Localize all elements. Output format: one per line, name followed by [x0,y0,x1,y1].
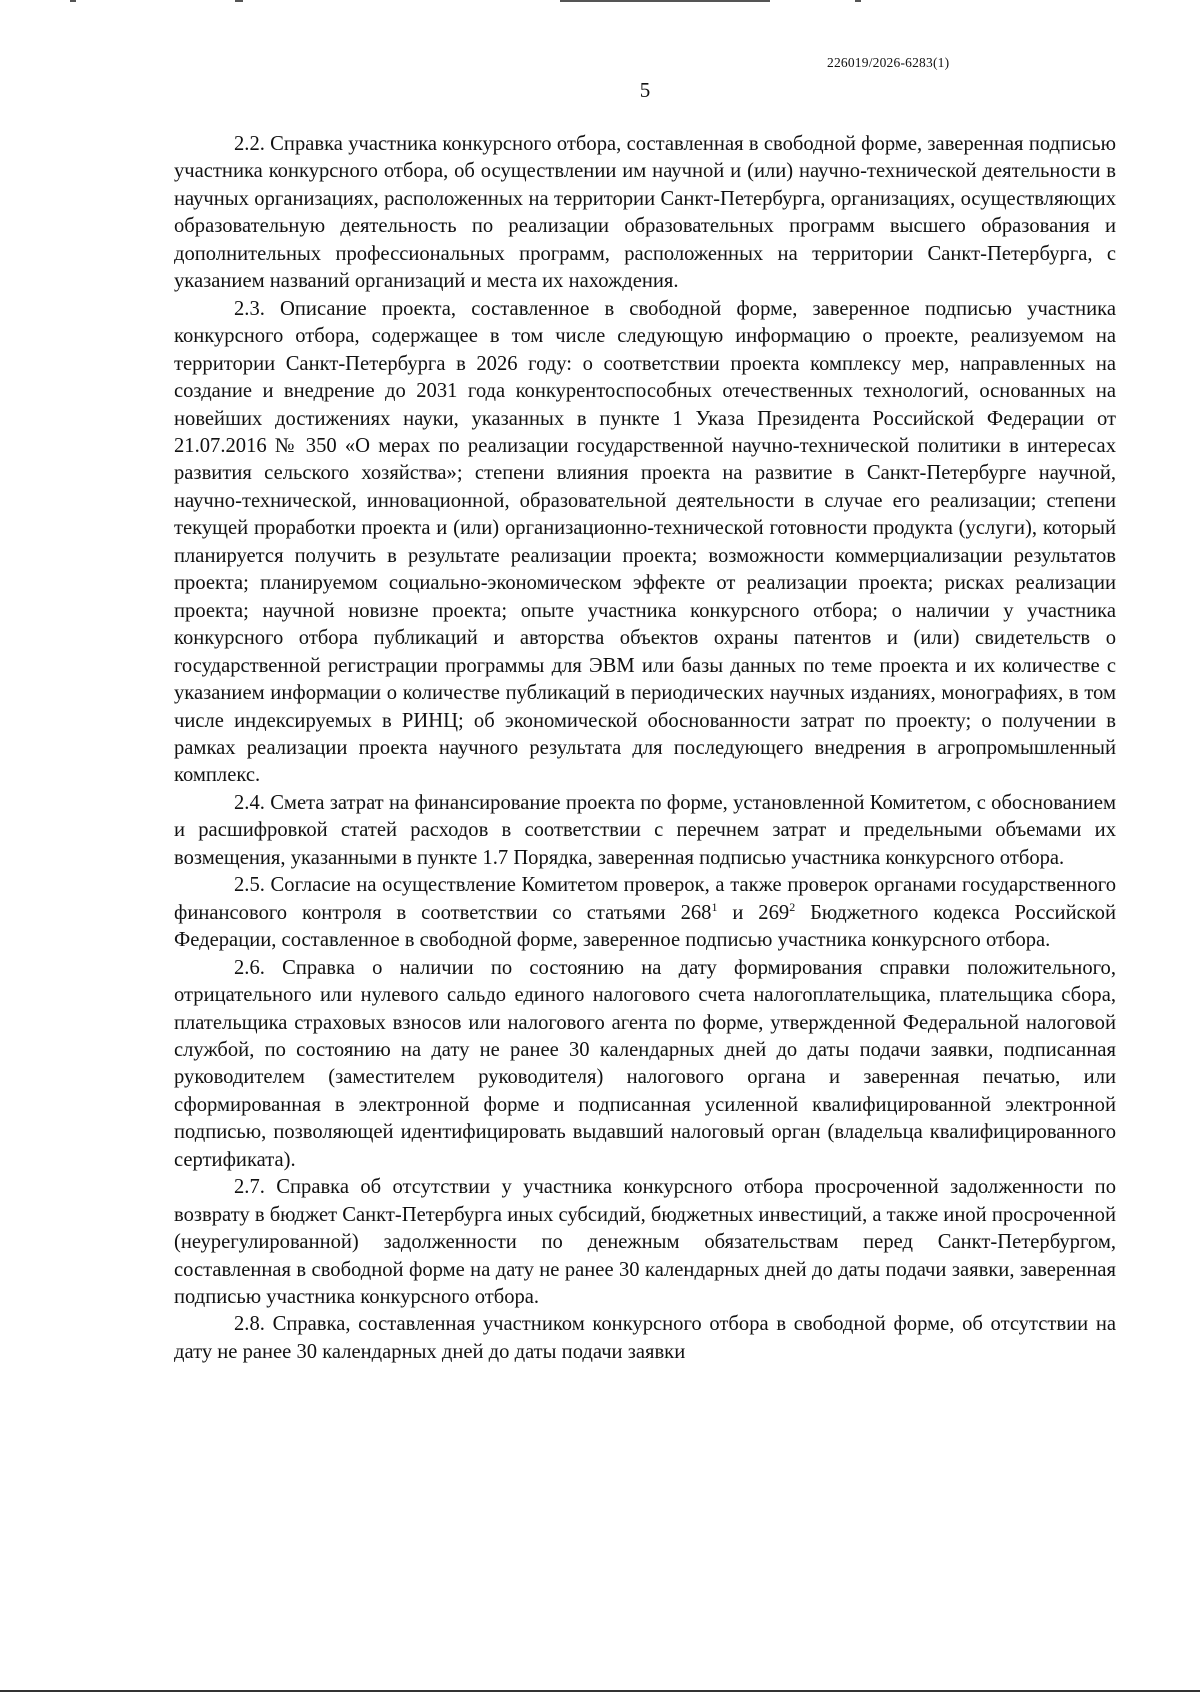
paragraph-2-3: 2.3. Описание проекта, составленное в свободной форме, заверенное подписью участника конкурсного отбора, содержащее в том числе следующую информацию о проекте, реализуемом на территории Санкт-Петербурга в 2026 году: о соответствии проекта комплексу мер, направленных на создание и внедрение до 2031 года конкурентоспособных отечественных технологий, основанных на новейших достижениях науки, указанных в пункте 1 Указа Президента Российской Федерации от 21.07.2016 № 350 «О мерах по реализации государственной научно-технической политики в интересах развития сельского хозяйства»; степени влияния проекта на развитие в Санкт-Петербурге научной, научно-технической, инновационной, образовательной деятельности в случае его реализации; степени текущей проработки проекта и (или) организационно-технической готовности продукта (услуги), который планируется получить в результате реализации проекта; возможности коммерциализации результатов проекта; планируемом социально-экономическом эффекте от реализации проекта; рисках реализации проекта; научной новизне проекта; опыте участника конкурсного отбора; о наличии у участника конкурсного отбора публикаций и авторства объектов охраны патентов и (или) свидетельств о государственной регистрации программы для ЭВМ или базы данных по теме проекта и их количестве с указанием информации о количестве публикаций в периодических научных изданиях, монографиях, в том числе индексируемых в РИНЦ; об экономической обоснованности затрат по проекту; о получении в рамках реализации проекта научного результата для последующего внедрения в агропромышленный комплекс. [174,297,1116,787]
footnote-marker-1: 1 [711,899,718,914]
paragraph-2-2: 2.2. Справка участника конкурсного отбора, составленная в свободной форме, заверенная подписью участника конкурсного отбора, об осуществлении им научной и (или) научно-технической деятельности в научных организациях, расположенных на территории Санкт-Петербурга, организациях, осуществляющих образовательную деятельность по реализации образовательных программ высшего образования и дополнительных профессиональных программ, расположенных на территории Санкт-Петербурга, с указанием названий организаций и места их нахождения. [174,133,1116,293]
footnote-marker-2: 2 [789,899,796,914]
paragraph-2-5-text-part-3: Бюджетного кодекса Российской Федерации, составленное в свободной форме, заверенное подписью участника конкурсного отбора. [174,901,1117,952]
scan-top-artifact [0,0,1200,6]
paragraph-2-6: 2.6. Справка о наличии по состоянию на дату формирования справки положительного, отрицательного или нулевого сальдо единого налогового счета налогоплательщика, плательщика сбора, плательщика страховых взносов или налогового агента по форме, утвержденной Федеральной налоговой службой, по состоянию на дату не ранее 30 календарных дней до даты подачи заявки, подписанная руководителем (заместителем руководителя) налогового органа и заверенная печатью, или сформированная в электронной форме и подписанная усиленной квалифицированной электронной подписью, позволяющей идентифицировать выдавший налоговый орган (владельца квалифицированного сертификата). [174,956,1116,1171]
paragraph-2-5 [174,872,1116,954]
paragraph-2-5-text-part-1: 2.5. Согласие на осуществление Комитетом проверок, а также проверок органами государственного финансового контроля в соответствии со статьями 268 [174,874,1116,924]
paragraph-2-4: 2.4. Смета затрат на финансирование проекта по форме, установленной Комитетом, с обоснованием и расшифровкой статей расходов в соответствии с перечнем затрат и предельными объемами их возмещения, указанными в пункте 1.7 Порядка, заверенная подписью участника конкурсного отбора. [174,791,1116,869]
document-body [174,131,1116,1366]
paragraph-2-5-text-part-2: и 269 [717,901,790,924]
paragraph-2-7: 2.7. Справка об отсутствии у участника конкурсного отбора просроченной задолженности по возврату в бюджет Санкт-Петербурга иных субсидий, бюджетных инвестиций, а также иной просроченной (неурегулированной) задолженности по денежным обязательствам перед Санкт-Петербургом, составленная в свободной форме на дату не ранее 30 календарных дней до даты подачи заявки, заверенная подписью участника конкурсного отбора. [174,1176,1117,1309]
page-number: 5 [639,78,651,102]
paragraph-2-8: 2.8. Справка, составленная участником конкурсного отбора в свободной форме, об отсутствии на дату не ранее 30 календарных дней до даты подачи заявки [174,1313,1116,1363]
document-registration-number: 226019/2026-6283(1) [827,55,950,70]
